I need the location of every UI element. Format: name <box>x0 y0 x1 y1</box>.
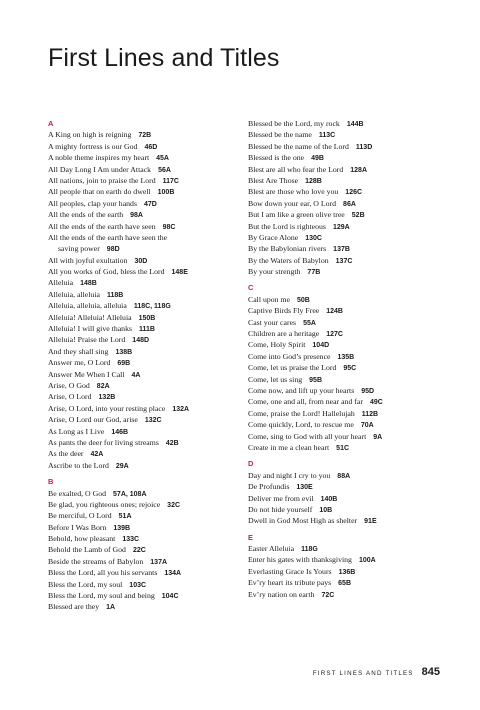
entry-title: All the ends of the earth have seen <box>48 221 156 231</box>
index-entry <box>248 566 440 577</box>
entry-title: As pants the deer for living streams <box>48 437 159 447</box>
entry-reference: 1A <box>106 604 116 612</box>
entry-reference: 55A <box>303 319 316 327</box>
entry-reference: 46D <box>144 143 158 151</box>
entry-reference: 148E <box>171 269 188 277</box>
entry-reference: 133C <box>122 536 140 544</box>
entry-title: Arise, O God <box>48 380 90 390</box>
index-entry <box>248 493 440 504</box>
entry-reference: 113C <box>318 132 336 140</box>
index-entry <box>248 577 440 588</box>
entry-title: Ev’ry nation on earth <box>248 589 315 599</box>
entry-title: By Grace Alone <box>248 232 299 242</box>
entry-title: All the ends of the earth <box>48 210 124 220</box>
index-entry <box>48 198 240 209</box>
index-entry <box>48 357 240 368</box>
index-entry <box>248 328 440 339</box>
index-entry <box>48 579 240 590</box>
entry-title: Blest are all who fear the Lord <box>248 164 344 174</box>
entry-title: As Long as I Live <box>48 426 105 436</box>
index-entry <box>48 221 240 232</box>
index-entry <box>248 152 440 163</box>
entry-title: Answer me, O Lord <box>48 358 111 368</box>
index-entry <box>48 334 240 345</box>
entry-reference: 134A <box>164 570 182 578</box>
entry-reference: 88A <box>337 472 351 480</box>
entry-reference: 140B <box>320 495 338 503</box>
section-letter: E <box>248 532 254 542</box>
entry-title: Blessed is the one <box>248 153 305 163</box>
index-entry <box>248 396 440 407</box>
entry-reference: 148D <box>132 337 150 345</box>
entry-reference: 4A <box>131 371 141 379</box>
entry-reference: 132B <box>98 394 116 402</box>
entry-title: Cast your cares <box>248 317 297 327</box>
index-entry <box>248 141 440 152</box>
entry-title: All you works of God, bless the Lord <box>48 267 165 277</box>
entry-reference: 29A <box>115 462 129 470</box>
index-entry <box>48 369 240 380</box>
index-entry <box>48 499 240 510</box>
entry-title: Bless the Lord, my soul and being <box>48 591 155 601</box>
index-entry <box>248 198 440 209</box>
entry-title: Do not hide yourself <box>248 504 313 514</box>
entry-title: And they shall sing <box>48 346 109 356</box>
entry-reference: 100B <box>157 189 175 197</box>
entry-title: Blessed are they <box>48 602 100 612</box>
entry-reference: 126C <box>345 189 363 197</box>
entry-title: Alleluia! I will give thanks <box>48 324 133 334</box>
entry-title: By the Babylonian rivers <box>248 244 327 254</box>
index-entry <box>48 152 240 163</box>
entry-reference: 130C <box>305 234 322 242</box>
page-number: 845 <box>421 666 440 678</box>
entry-title: But I am like a green olive tree <box>248 210 345 220</box>
entry-reference: 135B <box>337 353 355 361</box>
entry-reference: 57A, 108A <box>113 490 147 498</box>
entry-reference: 30D <box>134 257 148 265</box>
index-entry <box>248 374 440 385</box>
entry-title: Be merciful, O Lord <box>48 511 112 521</box>
entry-title: Create in me a clean heart <box>248 442 330 452</box>
index-entry <box>48 186 240 197</box>
entry-reference: 118C, 118G <box>133 303 171 311</box>
entry-reference: 104D <box>312 342 330 350</box>
entry-title: Blessed be the Lord, my rock <box>248 119 340 128</box>
index-entry <box>48 567 240 578</box>
entry-reference: 95D <box>361 387 375 395</box>
entry-reference: 132C <box>144 417 162 425</box>
index-entry <box>48 391 240 402</box>
entry-title: Easter Alleluia <box>248 544 295 554</box>
entry-reference: 118B <box>106 291 124 299</box>
index-entry <box>48 175 240 186</box>
entry-title: Ascribe to the Lord <box>48 460 109 470</box>
entry-title: Blest Are Those <box>248 175 299 185</box>
index-entry <box>48 277 240 288</box>
entry-reference: 70A <box>360 422 374 430</box>
index-entry <box>248 129 440 140</box>
entry-reference: 138B <box>115 348 133 356</box>
index-entry <box>248 317 440 328</box>
index-entry <box>248 186 440 197</box>
entry-title: Bless the Lord, all you his servants <box>48 568 158 578</box>
entry-title: Come, Holy Spirit <box>248 340 306 350</box>
index-entry <box>48 510 240 521</box>
entry-title: All peoples, clap your hands <box>48 198 137 208</box>
index-entry <box>248 294 440 305</box>
entry-reference: 69B <box>117 360 131 368</box>
entry-reference: 132A <box>172 405 190 413</box>
index-entry <box>48 414 240 425</box>
entry-title: A King on high is reigning <box>48 130 132 140</box>
entry-title: Be exalted, O God <box>48 488 107 498</box>
index-entry <box>48 300 240 311</box>
index-entry <box>48 209 240 220</box>
index-entry <box>248 470 440 481</box>
index-entry <box>248 243 440 254</box>
entry-title: Children are a heritage <box>248 329 320 339</box>
entry-reference: 91E <box>364 518 377 526</box>
index-entry <box>248 543 440 554</box>
entry-title: Come into God’s presence <box>248 351 331 361</box>
entry-reference: 136B <box>338 568 356 576</box>
entry-title: Alleluia! Praise the Lord <box>48 335 126 345</box>
entry-title: A mighty fortress is our God <box>48 141 138 151</box>
index-entry <box>48 590 240 601</box>
entry-reference: 137A <box>150 558 168 566</box>
entry-reference: 137C <box>335 257 353 265</box>
entry-title: All people that on earth do dwell <box>48 187 151 197</box>
index-entry <box>248 362 440 373</box>
entry-reference: 137B <box>333 246 350 254</box>
entry-title: A noble theme inspires my heart <box>48 153 150 163</box>
entry-title: Alleluia! Alleluia! Alleluia <box>48 312 132 322</box>
index-entry <box>48 601 240 612</box>
index-entry <box>48 533 240 544</box>
entry-title: Come, let us praise the Lord <box>248 363 337 373</box>
index-entry <box>48 556 240 567</box>
index-entry <box>48 488 240 499</box>
entry-reference: 130E <box>296 484 313 492</box>
entry-title: Blessed be the name of the Lord <box>248 141 349 151</box>
entry-title: Day and night I cry to you <box>248 470 331 480</box>
entry-title: Come, let us sing <box>248 374 303 384</box>
entry-reference: 112B <box>361 410 379 418</box>
index-entry <box>48 544 240 555</box>
index-entry <box>248 339 440 350</box>
index-entry <box>48 141 240 152</box>
entry-title: Arise, O Lord our God, arise <box>48 415 138 425</box>
index-entry <box>48 437 240 448</box>
index-entry <box>248 255 440 266</box>
entry-reference: 50B <box>297 296 310 304</box>
index-entry <box>248 554 440 565</box>
entry-reference: 117C <box>162 177 179 185</box>
entry-title: Come quickly, Lord, to rescue me <box>248 420 354 430</box>
entry-reference: 113D <box>355 143 373 151</box>
entry-reference: 32C <box>167 501 181 509</box>
page-footer <box>313 666 440 678</box>
index-entry <box>248 442 440 453</box>
entry-reference: 42A <box>90 451 104 459</box>
entry-reference: 47D <box>144 200 157 208</box>
entry-title: Beside the streams of Babylon <box>48 556 144 566</box>
entry-reference: 98C <box>162 223 176 231</box>
entry-title: Bless the Lord, my soul <box>48 579 123 589</box>
entry-reference: 139B <box>113 524 131 532</box>
index-entry <box>248 504 440 515</box>
entry-title: All with joyful exultation <box>48 255 128 265</box>
entry-title: Arise, O Lord, into your resting place <box>48 403 166 413</box>
entry-title: Come, one and all, from near and far <box>248 397 363 407</box>
section-letter: A <box>48 119 54 128</box>
entry-title: Blest are those who love you <box>248 187 339 197</box>
entry-reference: 144B <box>346 121 364 128</box>
entry-title: But the Lord is righteous <box>248 221 326 231</box>
index-entry <box>248 351 440 362</box>
entry-reference: 111B <box>139 326 155 334</box>
entry-reference: 56A <box>158 166 171 174</box>
index-entry <box>248 232 440 243</box>
index-entry <box>248 221 440 232</box>
entry-reference: 22C <box>132 547 146 555</box>
entry-title: Arise, O Lord <box>48 392 92 402</box>
index-entry <box>48 255 240 266</box>
entry-reference: 104C <box>161 593 179 601</box>
entry-title: Captive Birds Fly Free <box>248 306 320 316</box>
section-letter: D <box>248 459 254 469</box>
entry-reference: 65B <box>338 580 351 588</box>
entry-reference: 98D <box>106 246 120 254</box>
entry-title: Alleluia <box>48 278 74 288</box>
index-entry <box>48 323 240 334</box>
entry-title: Come, praise the Lord! Hallelujah <box>248 408 355 418</box>
entry-reference: 82A <box>96 382 110 390</box>
entry-reference: 127C <box>326 331 343 339</box>
index-entry <box>248 481 440 492</box>
entry-reference: 10B <box>319 506 333 514</box>
entry-reference: 72B <box>138 132 152 140</box>
running-footer-label: FIRST LINES AND TITLES <box>312 670 414 677</box>
page-title: First Lines and Titles <box>48 44 280 72</box>
index-entry <box>48 460 240 471</box>
entry-reference: 100A <box>358 557 376 565</box>
entry-reference: 42B <box>165 439 179 447</box>
index-column-right <box>248 118 440 600</box>
index-entry <box>48 164 240 175</box>
index-entry <box>248 209 440 220</box>
index-entry <box>248 589 440 600</box>
entry-reference: 128B <box>305 177 322 185</box>
index-entry <box>48 346 240 357</box>
entry-title: saving power <box>58 244 100 254</box>
entry-title: Ev’ry heart its tribute pays <box>248 578 332 588</box>
index-entry <box>48 129 240 140</box>
index-entry <box>48 522 240 533</box>
entry-title: Deliver me from evil <box>248 493 314 503</box>
entry-reference: 146B <box>111 428 129 436</box>
entry-reference: 77B <box>307 269 321 277</box>
entry-title: All nations, join to praise the Lord <box>48 175 156 185</box>
index-entry <box>248 431 440 442</box>
index-entry <box>248 175 440 186</box>
entry-title: Answer Me When I Call <box>48 369 125 379</box>
entry-reference: 72C <box>321 591 335 599</box>
entry-reference: 86A <box>343 200 356 208</box>
entry-reference: 129A <box>332 223 350 231</box>
entry-title: Everlasting Grace Is Yours <box>248 566 332 576</box>
entry-reference: 51C <box>336 444 350 452</box>
index-entry <box>248 408 440 419</box>
index-entry <box>248 419 440 430</box>
entry-reference: 124B <box>326 308 343 316</box>
entry-title: Behold the Lamb of God <box>48 545 126 555</box>
index-entry <box>48 289 240 300</box>
index-entry <box>48 380 240 391</box>
entry-title: Alleluia, alleluia <box>48 289 100 299</box>
entry-reference: 51A <box>118 513 132 521</box>
section-letter: B <box>48 477 54 487</box>
entry-title: Behold, how pleasant <box>48 534 116 544</box>
entry-reference: 103C <box>129 581 147 589</box>
index-entry <box>48 266 240 277</box>
index-entry <box>48 312 240 323</box>
entry-title: Call upon me <box>248 294 291 304</box>
entry-title: Before I Was Born <box>48 522 107 532</box>
index-entry <box>248 515 440 526</box>
entry-title: De Profundis <box>248 482 290 492</box>
entry-reference: 95B <box>309 376 322 384</box>
entry-reference: 52B <box>351 212 365 220</box>
entry-reference: 95C <box>343 365 357 373</box>
entry-title: Blessed be the name <box>248 130 312 140</box>
entry-reference: 49B <box>311 155 324 163</box>
entry-title: As the deer <box>48 449 84 459</box>
entry-reference: 118G <box>301 546 318 554</box>
entry-reference: 148B <box>80 280 97 288</box>
entry-title: Come now, and lift up your hearts <box>248 385 355 395</box>
index-entry <box>48 243 240 254</box>
entry-reference: 45A <box>156 155 169 163</box>
section-letter: C <box>248 283 254 293</box>
index-entry <box>48 448 240 459</box>
index-entry <box>48 426 240 437</box>
entry-title: Be glad, you righteous ones; rejoice <box>48 499 161 509</box>
index-entry <box>248 164 440 175</box>
entry-title: All Day Long I Am under Attack <box>48 164 152 174</box>
entry-reference: 128A <box>350 166 367 174</box>
index-entry <box>248 305 440 316</box>
index-entry <box>48 403 240 414</box>
index-entry <box>48 232 240 243</box>
entry-title: Dwell in God Most High as shelter <box>248 516 358 526</box>
entry-reference: 98A <box>130 212 143 220</box>
entry-title: Bow down your ear, O Lord <box>248 198 337 208</box>
entry-title: All the ends of the earth have seen the <box>48 232 168 242</box>
index-column-left <box>48 118 240 613</box>
index-entry <box>248 118 440 129</box>
entry-title: Enter his gates with thanksgiving <box>248 555 352 565</box>
index-entry <box>248 385 440 396</box>
entry-title: By the Waters of Babylon <box>248 255 329 265</box>
entry-reference: 150B <box>138 314 156 322</box>
entry-title: Alleluia, alleluia, alleluia <box>48 301 127 311</box>
entry-title: Come, sing to God with all your heart <box>248 431 367 441</box>
entry-title: By your strength <box>248 267 301 277</box>
entry-reference: 9A <box>373 433 383 441</box>
entry-reference: 49C <box>369 399 383 407</box>
index-entry <box>248 266 440 277</box>
